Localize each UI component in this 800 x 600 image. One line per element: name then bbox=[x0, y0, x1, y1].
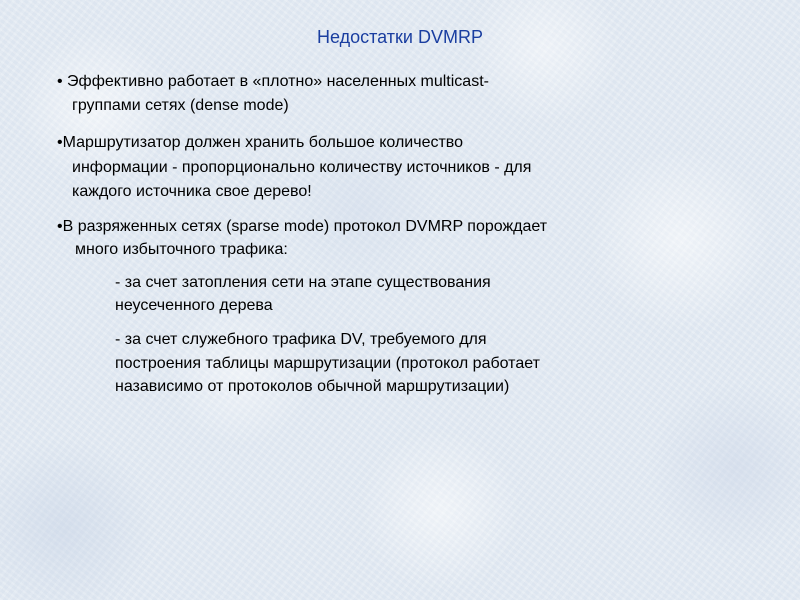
subitem-1-line-1: - за счет затопления сети на этапе существования bbox=[115, 274, 491, 291]
slide-title: Недостатки DVMRP bbox=[317, 27, 483, 47]
bullet-2-line-3: каждого источника свое дерево! bbox=[72, 183, 312, 200]
subitem-2-line-3: назависимо от протоколов обычной маршрутизации) bbox=[115, 378, 510, 395]
subitem-2-line-2: построения таблицы маршрутизации (протокол работает bbox=[115, 355, 540, 372]
bullet-2-line-2: информации - пропорционально количеству источников - для bbox=[72, 159, 532, 176]
subitem-2-line-1: - за счет служебного трафика DV, требуемого для bbox=[115, 331, 487, 348]
bullet-1-line-2: группами сетях (dense mode) bbox=[72, 97, 289, 114]
bullet-3-line-1: •В разряженных сетях (sparse mode) протокол DVMRP порождает bbox=[57, 218, 548, 235]
bullet-3-line-2: много избыточного трафика: bbox=[75, 241, 288, 258]
subitem-1-line-2: неусеченного дерева bbox=[115, 297, 273, 314]
bullet-2-line-1: •Маршрутизатор должен хранить большое количество bbox=[57, 134, 464, 151]
bullet-1-line-1: • Эффективно работает в «плотно» населенных multicast- bbox=[57, 73, 489, 90]
